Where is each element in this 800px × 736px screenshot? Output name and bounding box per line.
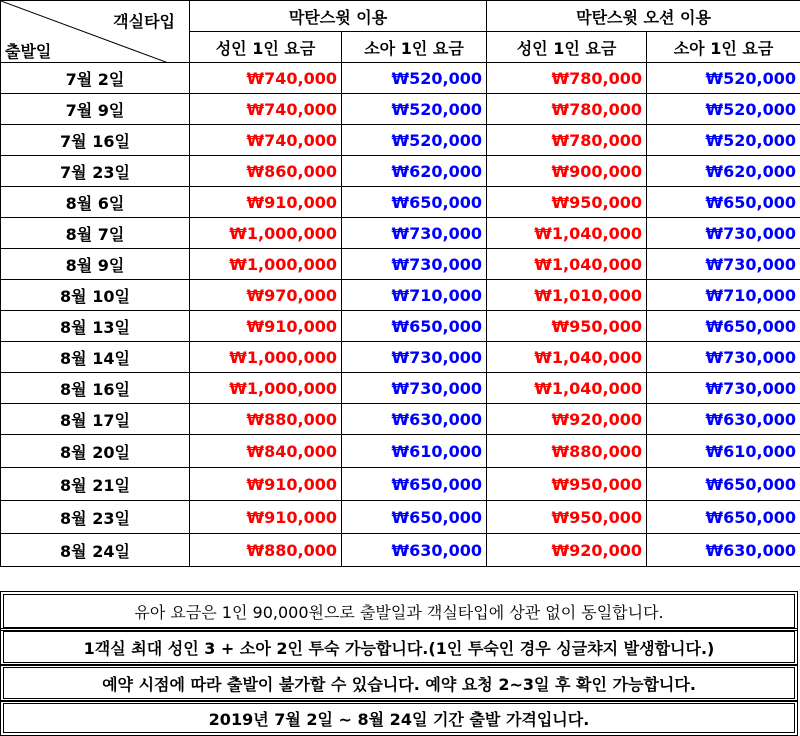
- child-price-mactan-suite: ₩650,000: [342, 501, 487, 534]
- departure-date-cell: 8월 24일: [1, 534, 190, 567]
- departure-date-cell: 8월 9일: [1, 249, 190, 280]
- child-price-mactan-suite: ₩520,000: [342, 94, 487, 125]
- departure-date-cell: 8월 23일: [1, 501, 190, 534]
- adult-price-mactan-suite: ₩840,000: [190, 435, 342, 468]
- child-price-mactan-suite-ocean: ₩710,000: [647, 280, 800, 311]
- departure-date-cell: 7월 9일: [1, 94, 190, 125]
- adult-price-mactan-suite: ₩1,000,000: [190, 373, 342, 404]
- child-price-mactan-suite: ₩730,000: [342, 249, 487, 280]
- child-price-mactan-suite-ocean: ₩610,000: [647, 435, 800, 468]
- child-price-mactan-suite: ₩620,000: [342, 156, 487, 187]
- table-row: [1, 501, 800, 534]
- adult-price-mactan-suite-ocean: ₩780,000: [487, 125, 647, 156]
- child-price-mactan-suite: ₩650,000: [342, 311, 487, 342]
- departure-date-cell: 8월 21일: [1, 468, 190, 501]
- adult-price-mactan-suite: ₩1,000,000: [190, 342, 342, 373]
- adult-price-mactan-suite-ocean: ₩1,040,000: [487, 373, 647, 404]
- child-price-mactan-suite: ₩520,000: [342, 63, 487, 94]
- adult-price-mactan-suite-ocean: ₩780,000: [487, 63, 647, 94]
- adult-price-mactan-suite-ocean: ₩950,000: [487, 187, 647, 218]
- child-price-mactan-suite-ocean: ₩620,000: [647, 156, 800, 187]
- child-price-mactan-suite: ₩630,000: [342, 404, 487, 435]
- child-price-header: 소아 1인 요금: [342, 32, 487, 63]
- adult-price-mactan-suite: ₩740,000: [190, 94, 342, 125]
- child-price-mactan-suite-ocean: ₩520,000: [647, 94, 800, 125]
- adult-price-header: 성인 1인 요금: [190, 32, 342, 63]
- child-price-mactan-suite-ocean: ₩520,000: [647, 125, 800, 156]
- child-price-mactan-suite: ₩710,000: [342, 280, 487, 311]
- table-row: [1, 249, 800, 280]
- table-row: [1, 435, 800, 468]
- adult-price-mactan-suite-ocean: ₩950,000: [487, 501, 647, 534]
- child-price-mactan-suite: ₩730,000: [342, 218, 487, 249]
- departure-date-cell: 8월 14일: [1, 342, 190, 373]
- child-price-mactan-suite: ₩610,000: [342, 435, 487, 468]
- child-price-mactan-suite: ₩650,000: [342, 468, 487, 501]
- note-room-capacity: 1객실 최대 성인 3 + 소아 2인 투숙 가능합니다.(1인 투숙인 경우 싱글챠지 발생합니다.): [0, 628, 798, 666]
- child-price-header: 소아 1인 요금: [647, 32, 800, 63]
- adult-price-mactan-suite: ₩910,000: [190, 501, 342, 534]
- adult-price-mactan-suite-ocean: ₩780,000: [487, 94, 647, 125]
- child-price-mactan-suite-ocean: ₩650,000: [647, 187, 800, 218]
- child-price-mactan-suite: ₩650,000: [342, 187, 487, 218]
- child-price-mactan-suite-ocean: ₩730,000: [647, 218, 800, 249]
- departure-date-cell: 7월 2일: [1, 63, 190, 94]
- adult-price-header: 성인 1인 요금: [487, 32, 647, 63]
- table-row: [1, 468, 800, 501]
- adult-price-mactan-suite-ocean: ₩950,000: [487, 311, 647, 342]
- table-row: [1, 156, 800, 187]
- child-price-mactan-suite-ocean: ₩650,000: [647, 468, 800, 501]
- adult-price-mactan-suite-ocean: ₩880,000: [487, 435, 647, 468]
- table-row: [1, 404, 800, 435]
- table-row: [1, 280, 800, 311]
- table-row: [1, 373, 800, 404]
- departure-date-cell: 8월 13일: [1, 311, 190, 342]
- child-price-mactan-suite-ocean: ₩730,000: [647, 373, 800, 404]
- adult-price-mactan-suite-ocean: ₩920,000: [487, 534, 647, 567]
- adult-price-mactan-suite: ₩740,000: [190, 63, 342, 94]
- adult-price-mactan-suite-ocean: ₩900,000: [487, 156, 647, 187]
- adult-price-mactan-suite-ocean: ₩920,000: [487, 404, 647, 435]
- departure-date-cell: 8월 17일: [1, 404, 190, 435]
- adult-price-mactan-suite-ocean: ₩1,040,000: [487, 218, 647, 249]
- child-price-mactan-suite-ocean: ₩630,000: [647, 404, 800, 435]
- adult-price-mactan-suite-ocean: ₩1,010,000: [487, 280, 647, 311]
- departure-date-cell: 7월 16일: [1, 125, 190, 156]
- child-price-mactan-suite-ocean: ₩630,000: [647, 534, 800, 567]
- departure-date-cell: 8월 20일: [1, 435, 190, 468]
- note-infant-fare: 유아 요금은 1인 90,000원으로 출발일과 객실타입에 상관 없이 동일합니다.: [0, 591, 798, 631]
- group-header-mactan-suite: 막탄스윗 이용: [190, 1, 487, 32]
- table-row: [1, 534, 800, 567]
- note-price-period: 2019년 7월 2일 ~ 8월 24일 기간 출발 가격입니다.: [0, 700, 798, 736]
- adult-price-mactan-suite: ₩910,000: [190, 468, 342, 501]
- departure-date-cell: 8월 10일: [1, 280, 190, 311]
- table-row: [1, 342, 800, 373]
- child-price-mactan-suite-ocean: ₩650,000: [647, 311, 800, 342]
- child-price-mactan-suite-ocean: ₩730,000: [647, 249, 800, 280]
- child-price-mactan-suite: ₩730,000: [342, 373, 487, 404]
- adult-price-mactan-suite-ocean: ₩950,000: [487, 468, 647, 501]
- adult-price-mactan-suite: ₩740,000: [190, 125, 342, 156]
- table-row: [1, 218, 800, 249]
- departure-date-cell: 7월 23일: [1, 156, 190, 187]
- table-row: [1, 311, 800, 342]
- adult-price-mactan-suite: ₩860,000: [190, 156, 342, 187]
- adult-price-mactan-suite: ₩970,000: [190, 280, 342, 311]
- child-price-mactan-suite-ocean: ₩730,000: [647, 342, 800, 373]
- room-type-label: 객실타입: [113, 12, 175, 31]
- departure-label: 출발일: [5, 42, 52, 61]
- child-price-mactan-suite-ocean: ₩520,000: [647, 63, 800, 94]
- adult-price-mactan-suite: ₩910,000: [190, 311, 342, 342]
- adult-price-mactan-suite: ₩880,000: [190, 534, 342, 567]
- adult-price-mactan-suite: ₩910,000: [190, 187, 342, 218]
- table-row: [1, 94, 800, 125]
- departure-date-cell: 8월 7일: [1, 218, 190, 249]
- adult-price-mactan-suite: ₩1,000,000: [190, 218, 342, 249]
- child-price-mactan-suite: ₩630,000: [342, 534, 487, 567]
- header-corner: [1, 1, 190, 63]
- adult-price-mactan-suite: ₩1,000,000: [190, 249, 342, 280]
- departure-date-cell: 8월 16일: [1, 373, 190, 404]
- child-price-mactan-suite: ₩520,000: [342, 125, 487, 156]
- table-row: [1, 63, 800, 94]
- adult-price-mactan-suite-ocean: ₩1,040,000: [487, 249, 647, 280]
- adult-price-mactan-suite: ₩880,000: [190, 404, 342, 435]
- group-header-mactan-suite-ocean: 막탄스윗 오션 이용: [487, 1, 800, 32]
- departure-date-cell: 8월 6일: [1, 187, 190, 218]
- note-booking-availability: 예약 시점에 따라 출발이 불가할 수 있습니다. 예약 요청 2~3일 후 확인 가능합니다.: [0, 664, 798, 702]
- table-row: [1, 187, 800, 218]
- child-price-mactan-suite: ₩730,000: [342, 342, 487, 373]
- adult-price-mactan-suite-ocean: ₩1,040,000: [487, 342, 647, 373]
- table-row: [1, 125, 800, 156]
- child-price-mactan-suite-ocean: ₩650,000: [647, 501, 800, 534]
